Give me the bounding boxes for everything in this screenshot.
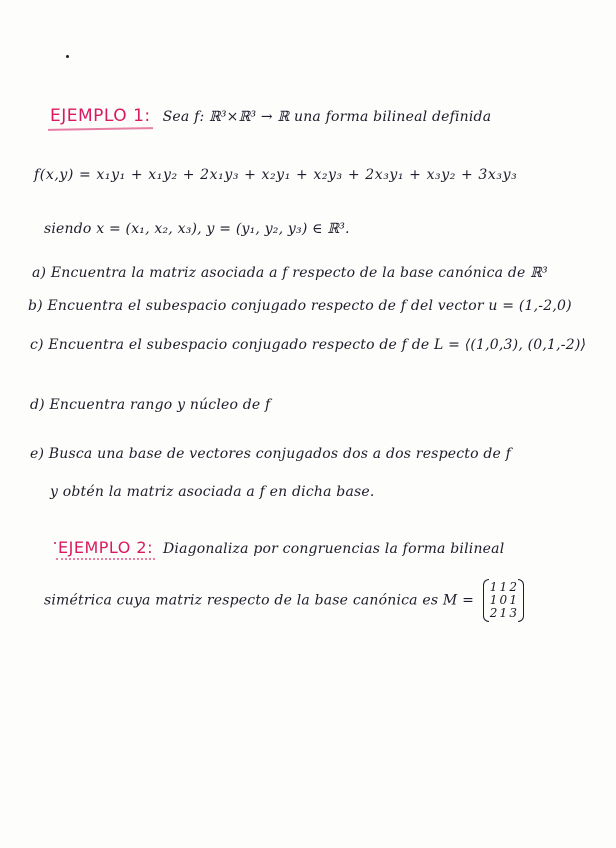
- ejemplo1-heading: [50, 106, 491, 126]
- exercise-item-c: c) Encuentra el subespacio conjugado respecto de f de L = ⟨(1,0,3), (0,1,-2)⟩: [30, 337, 587, 353]
- bilinear-form-formula: f(x,y) = x₁y₁ + x₁y₂ + 2x₁y₃ + x₂y₁ + x₂y₃ + 2x₃y₁ + x₃y₂ + 3x₃y₃: [34, 167, 518, 183]
- matrix-entry: 1: [499, 580, 508, 594]
- matrix-entry: 1: [489, 580, 498, 594]
- exercise-item-e: e) Busca una base de vectores conjugados dos a dos respecto de f: [30, 446, 512, 462]
- ejemplo2-label: EJEMPLO 2:: [58, 538, 153, 557]
- matrix-entry: 3: [509, 606, 518, 620]
- matrix-m: [483, 581, 525, 620]
- exercise-item-e-continuation: y obtén la matriz asociada a f en dicha base.: [50, 484, 375, 500]
- matrix-entry: 1: [509, 593, 518, 607]
- ejemplo2-heading: [58, 538, 504, 557]
- ink-speck: [54, 542, 56, 544]
- matrix-entry: 2: [489, 606, 498, 620]
- variables-definition: siendo x = (x₁, x₂, x₃), y = (y₁, y₂, y₃) ∈ ℝ³.: [44, 221, 350, 237]
- ejemplo2-statement: Diagonaliza por congruencias la forma bilineal: [162, 541, 505, 557]
- ejemplo2-line2-text: simétrica cuya matriz respecto de la base canónica es M =: [44, 592, 475, 609]
- matrix-entry: 0: [499, 593, 508, 607]
- matrix-m-entries: [489, 581, 519, 620]
- exercise-item-b: b) Encuentra el subespacio conjugado respecto de f del vector u = (1,-2,0): [28, 298, 572, 314]
- matrix-entry: 2: [509, 580, 518, 594]
- matrix-entry: 1: [489, 593, 498, 607]
- matrix-row: [489, 607, 519, 620]
- ejemplo1-label: EJEMPLO 1:: [50, 106, 151, 126]
- exercise-item-a: a) Encuentra la matriz asociada a f respecto de la base canónica de ℝ³: [32, 265, 548, 281]
- ink-speck: [66, 55, 69, 58]
- exercise-item-d: d) Encuentra rango y núcleo de f: [30, 397, 271, 413]
- ejemplo1-statement: Sea f: ℝ³×ℝ³ → ℝ una forma bilineal definida: [162, 109, 492, 125]
- matrix-entry: 1: [499, 606, 508, 620]
- ejemplo2-matrix-line: [44, 581, 524, 620]
